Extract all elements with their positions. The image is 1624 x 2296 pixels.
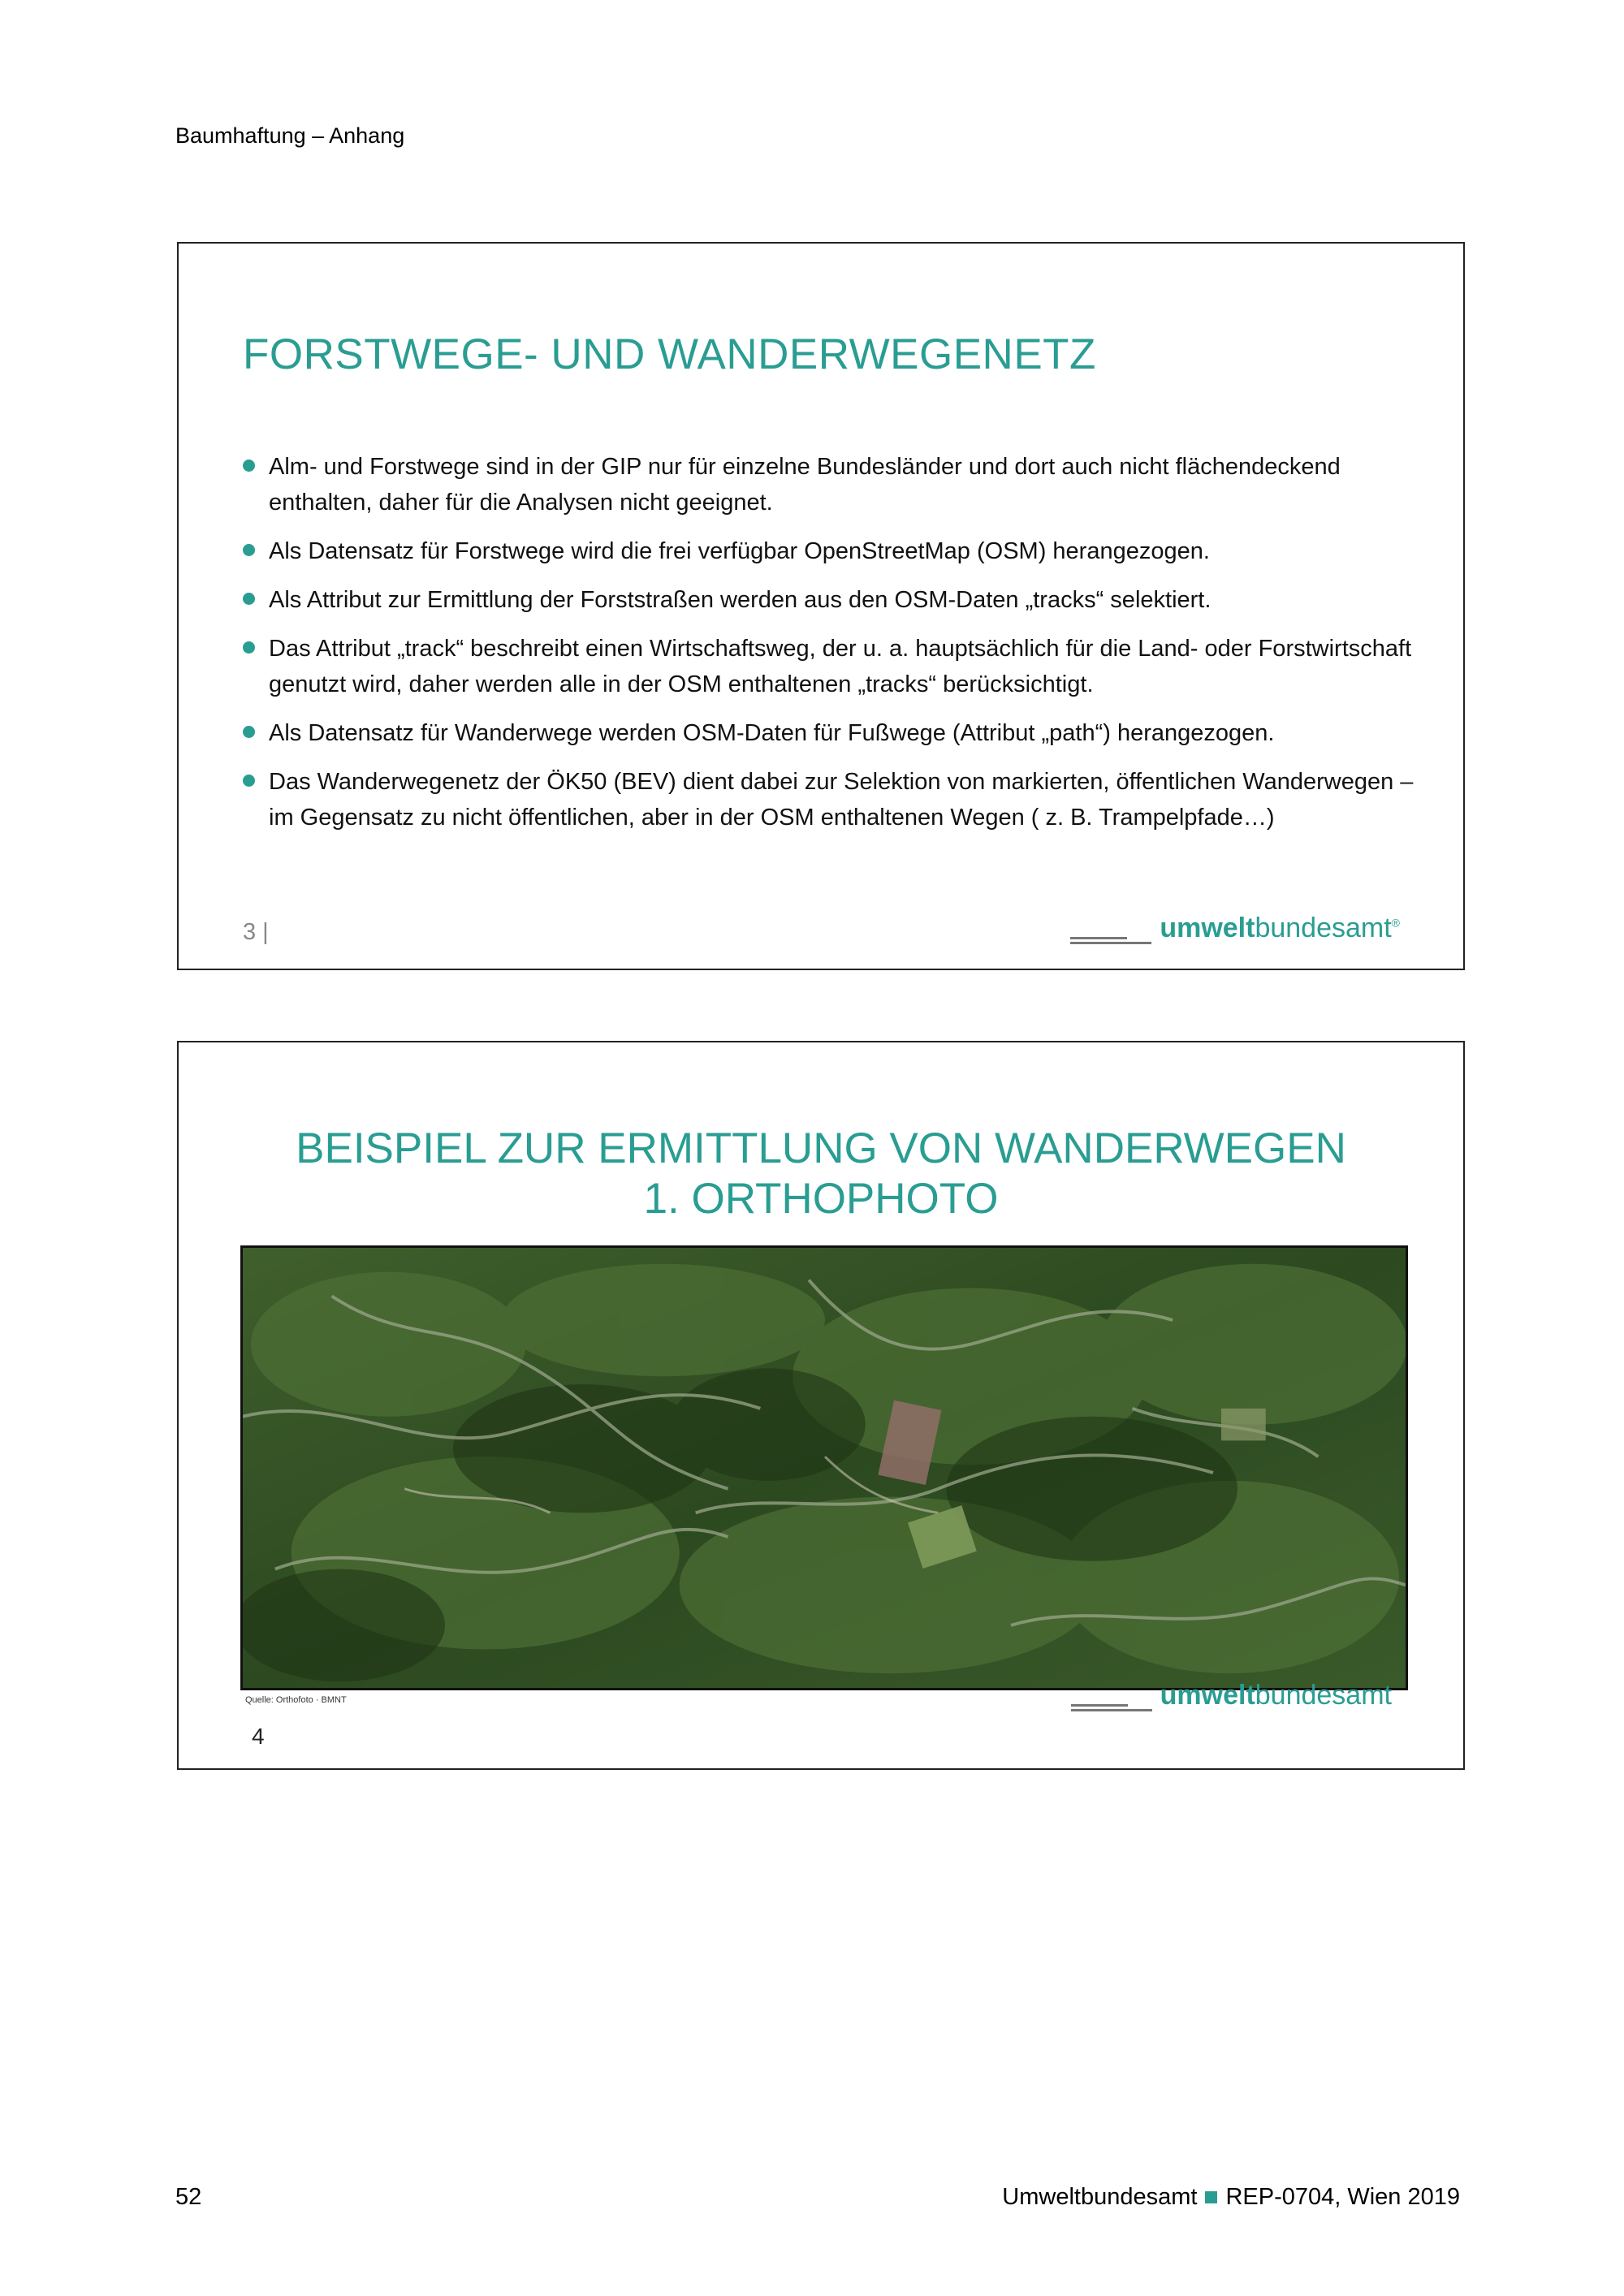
umweltbundesamt-logo bbox=[1071, 1680, 1392, 1711]
running-head: Baumhaftung – Anhang bbox=[175, 123, 405, 148]
bullet-dot-icon bbox=[243, 544, 255, 556]
slide-title bbox=[179, 1124, 1463, 1224]
logo-light-text: bundesamt bbox=[1255, 913, 1392, 943]
logo-light-text: bundesamt bbox=[1255, 1680, 1392, 1711]
logo-tagline bbox=[1071, 1704, 1152, 1711]
bullet-text: Das Attribut „track“ beschreibt einen Wirtschaftsweg, der u. a. hauptsächlich für die Land- oder Forstwirtschaft genutzt wird, daher werden alle in der OSM enthaltenen „tracks“ berücksichtigt. bbox=[269, 636, 1412, 697]
bullet-text: Als Attribut zur Ermittlung der Forststraßen werden aus den OSM-Daten „tracks“ selektiert. bbox=[269, 587, 1212, 613]
image-source-caption: Quelle: Orthofoto · BMNT bbox=[245, 1695, 347, 1705]
footer-citation bbox=[1002, 2184, 1460, 2211]
slide-title: FORSTWEGE- UND WANDERWEGENETZ bbox=[243, 330, 1096, 378]
logo-tagline bbox=[1070, 937, 1151, 944]
bullet-list bbox=[243, 449, 1428, 848]
bullet-item bbox=[243, 582, 1428, 618]
orthophoto-image bbox=[240, 1245, 1408, 1690]
page-number: 52 bbox=[175, 2184, 202, 2210]
bullet-text: Als Datensatz für Forstwege wird die frei verfügbar OpenStreetMap (OSM) herangezogen. bbox=[269, 538, 1210, 564]
umweltbundesamt-logo: umweltbundesamt® bbox=[1070, 913, 1400, 944]
footer-report: REP-0704, Wien 2019 bbox=[1225, 2184, 1460, 2210]
slide-3 bbox=[177, 242, 1465, 970]
bullet-dot-icon bbox=[243, 775, 255, 787]
bullet-dot-icon bbox=[243, 641, 255, 654]
slide-title-line-1: BEISPIEL ZUR ERMITTLUNG VON WANDERWEGEN bbox=[296, 1124, 1346, 1172]
bullet-text: Als Datensatz für Wanderwege werden OSM-Daten für Fußwege (Attribut „path“) herangezogen. bbox=[269, 720, 1275, 746]
bullet-dot-icon bbox=[243, 460, 255, 472]
slide-number: 3 | bbox=[243, 919, 269, 945]
slide-title-line-2: 1. ORTHOPHOTO bbox=[643, 1175, 999, 1223]
bullet-dot-icon bbox=[243, 726, 255, 738]
bullet-item bbox=[243, 764, 1428, 835]
logo-bold-text: umwelt bbox=[1160, 913, 1255, 943]
footer-org: Umweltbundesamt bbox=[1002, 2184, 1198, 2210]
bullet-item bbox=[243, 449, 1428, 520]
slide-4 bbox=[177, 1041, 1465, 1770]
logo-bold-text: umwelt bbox=[1160, 1680, 1255, 1711]
bullet-item bbox=[243, 715, 1428, 751]
bullet-dot-icon bbox=[243, 593, 255, 605]
square-bullet-icon bbox=[1205, 2191, 1217, 2203]
bullet-text: Alm- und Forstwege sind in der GIP nur für einzelne Bundesländer und dort auch nicht flächendeckend enthalten, daher für die Analysen nicht geeignet. bbox=[269, 454, 1341, 516]
slide-number: 4 bbox=[252, 1724, 265, 1749]
bullet-item bbox=[243, 631, 1428, 702]
bullet-text: Das Wanderwegenetz der ÖK50 (BEV) dient dabei zur Selektion von markierten, öffentlichen Wanderwegen – im Gegensatz zu nicht öffentlichen, aber in der OSM enthaltenen Wegen ( z. B. Trampelpfade…) bbox=[269, 769, 1414, 831]
bullet-item bbox=[243, 533, 1428, 569]
